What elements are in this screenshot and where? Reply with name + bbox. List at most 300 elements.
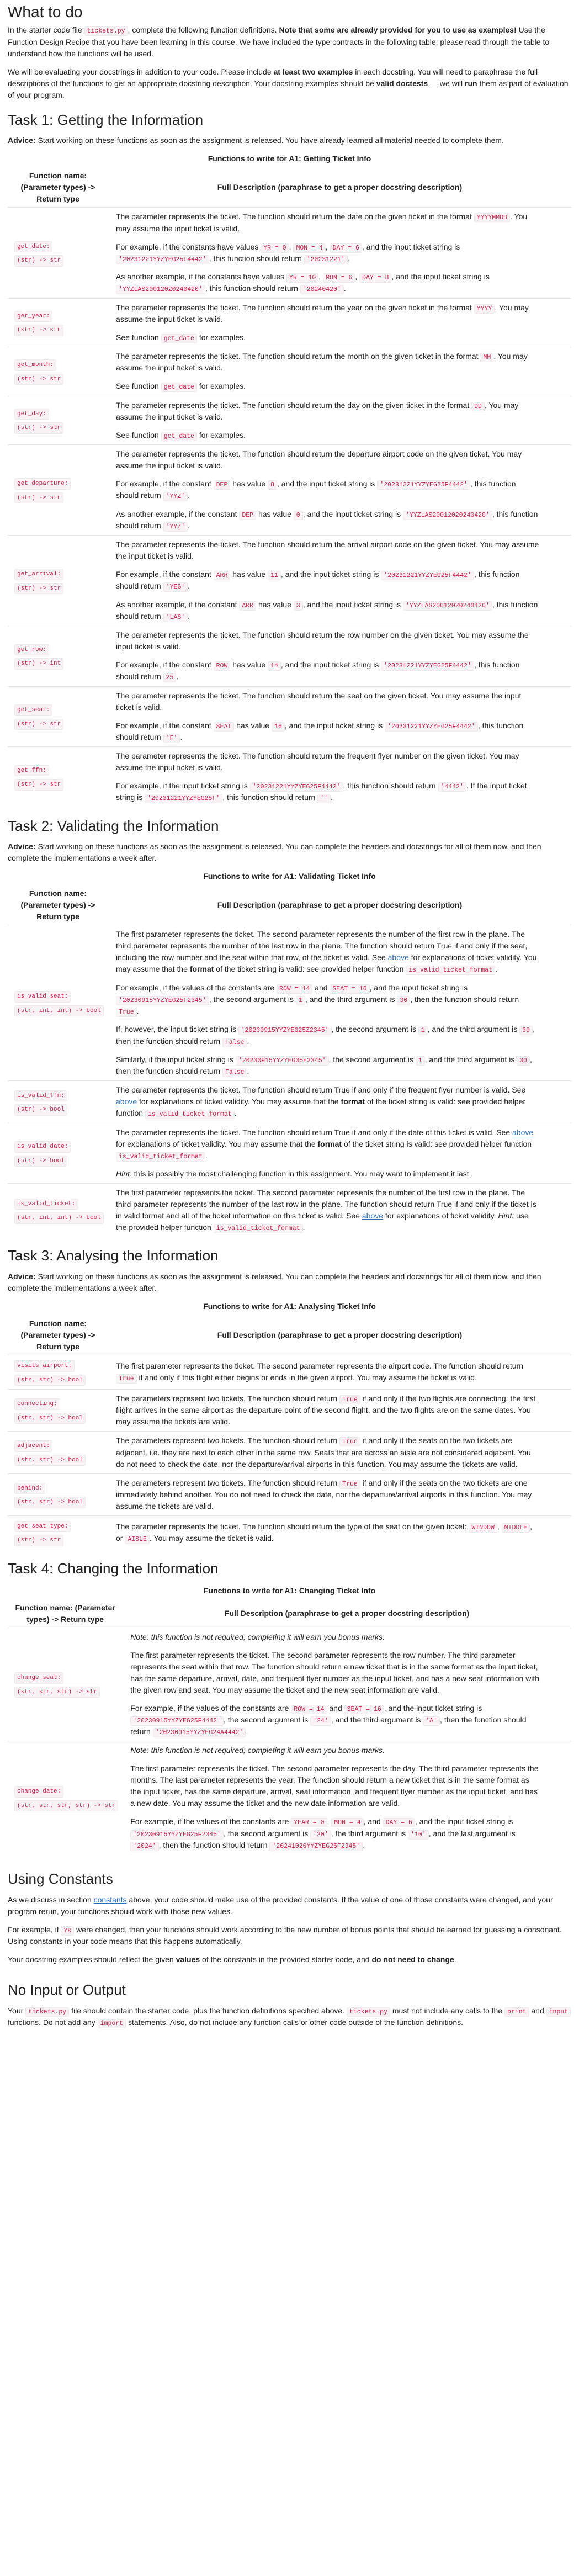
inline-code: 30 xyxy=(397,996,410,1005)
description-text: For example, if the values of the constants are xyxy=(130,1703,291,1713)
description-text: . xyxy=(331,793,333,802)
description-text: See function xyxy=(116,430,161,439)
italic-text: Hint: xyxy=(498,1211,514,1220)
intro-text: In the starter code file xyxy=(8,25,84,35)
function-cell xyxy=(8,747,108,807)
table-caption: Functions to write for A1: Changing Ticket Info xyxy=(203,1586,376,1595)
no-io-section xyxy=(8,1981,571,2028)
task2-table xyxy=(8,868,571,1237)
description-text: , the second argument is xyxy=(209,994,296,1004)
function-row xyxy=(8,1473,571,1515)
description-text: . You may assume the input ticket is valid. xyxy=(116,212,528,233)
no-io-text: and xyxy=(529,2006,546,2015)
function-name: get_departure: xyxy=(14,478,71,490)
description-text: if and only if this flight either begins or ends in the given airport. You may assume the ticket is valid. xyxy=(136,1373,477,1382)
inline-code: '20231221YYZYEG25F4442' xyxy=(116,255,209,264)
description-text: this is possibly the most challenging function in this assignment. You may want to implement it last. xyxy=(131,1169,471,1178)
function-description xyxy=(108,1355,571,1390)
inline-code: '20230915YYZYEG25F2345' xyxy=(130,1830,224,1840)
header-function-name: Function name: (Parameter types) -> Return type xyxy=(20,171,95,204)
inline-code: is_valid_ticket_format xyxy=(406,966,495,975)
description-paragraph xyxy=(116,629,540,653)
description-text: , and the third argument is xyxy=(427,1025,520,1034)
function-description xyxy=(123,1628,571,1741)
function-signature: (str) -> str xyxy=(14,1535,63,1546)
function-row xyxy=(8,1741,571,1854)
function-name: is_valid_seat: xyxy=(14,991,71,1003)
function-description xyxy=(108,1432,571,1473)
header-function-name: Function name: (Parameter types) -> Return type xyxy=(15,1603,115,1624)
function-description xyxy=(108,1390,571,1432)
function-cell xyxy=(8,347,108,396)
inline-code: is_valid_ticket_format xyxy=(116,1152,205,1162)
constants-text: were changed, then your functions should work according to the new number of bonus points that should be earned for guessing a consonant. Using constants in your code means that this happens automatically. xyxy=(8,1925,562,1946)
description-paragraph xyxy=(130,1650,540,1696)
function-row xyxy=(8,1081,571,1123)
function-row xyxy=(8,1183,571,1237)
description-paragraph xyxy=(130,1745,540,1756)
description-text: The first parameter represents the ticket. The second parameter represents the airport code. The function should return xyxy=(116,1361,523,1371)
inline-code: DEP xyxy=(239,511,256,520)
intro-text: , complete the following function definitions. xyxy=(128,25,279,35)
inline-code: 'YEG' xyxy=(163,582,188,592)
description-text: For example, if the constant xyxy=(116,660,214,670)
function-name: get_date: xyxy=(14,241,52,253)
description-text: for examples. xyxy=(196,430,246,439)
inline-code: '20231221YYZYEG25F' xyxy=(145,794,222,803)
function-description xyxy=(108,396,571,445)
description-text: , this function should return xyxy=(205,284,300,293)
intro xyxy=(8,24,571,100)
description-text: For example, if the constant xyxy=(116,479,214,489)
description-text: The parameter represents the ticket. The function should return the row number on the given ticket. You may assume the input ticket is valid. xyxy=(116,630,529,651)
description-text: See function xyxy=(116,332,161,342)
description-text: . xyxy=(347,253,350,263)
constants-paragraph-3 xyxy=(8,1954,571,1965)
function-signature: (str) -> str xyxy=(14,779,63,791)
function-cell xyxy=(8,208,108,298)
description-text: , and the input ticket string is xyxy=(277,479,378,489)
inline-code: DAY = 6 xyxy=(383,1818,415,1827)
description-text: . xyxy=(176,672,179,681)
function-description xyxy=(108,536,571,626)
inline-code: '20231221YYZYEG25F4442' xyxy=(385,722,478,732)
function-row xyxy=(8,396,571,445)
inline-code: True xyxy=(116,1008,137,1017)
description-paragraph xyxy=(116,1054,540,1078)
description-paragraph xyxy=(116,430,540,441)
description-text: , and the third argument is xyxy=(305,994,397,1004)
inline-code: YR = 0 xyxy=(261,243,289,253)
inline-code: MM xyxy=(480,353,493,362)
function-description xyxy=(108,1123,571,1183)
description-text: , and the input ticket string is xyxy=(280,660,381,670)
function-signature: (str, int, int) -> bool xyxy=(14,1212,104,1224)
intro-bold: at least two examples xyxy=(273,67,353,76)
inline-code: 1 xyxy=(296,996,305,1005)
description-text: . xyxy=(188,611,190,621)
description-paragraph xyxy=(130,1703,540,1738)
description-text: As another example, if the constant xyxy=(116,600,240,609)
description-text: , xyxy=(355,272,360,282)
function-cell xyxy=(8,1741,123,1854)
function-description xyxy=(108,445,571,536)
inline-code: ROW = 14 xyxy=(277,984,312,994)
function-signature: (str, str) -> bool xyxy=(14,1375,86,1386)
inline-code: True xyxy=(116,1374,137,1384)
description-text: , then the function should return xyxy=(116,1054,532,1076)
function-name: get_month: xyxy=(14,359,56,371)
inline-code: YEAR = 0 xyxy=(291,1818,327,1827)
description-text: The parameter represents the ticket. The function should return True if and only if the frequent flyer number is valid. See xyxy=(116,1085,526,1095)
description-text: The first parameter represents the ticket. The second parameter represents the number of the first row in the plane. The third parameter represents the number of the last row in the plane. The function should return True if and only if the seat, including the row number and the seat within that row, of the ticket is valid. See xyxy=(116,930,528,962)
inline-code: 'YYZLAS20012020240420' xyxy=(403,511,492,520)
inline-code: MON = 4 xyxy=(293,243,325,253)
inline-code: 'YYZLAS20012020240420' xyxy=(116,285,205,294)
inline-code: 30 xyxy=(519,1026,533,1035)
no-io-paragraph xyxy=(8,2005,571,2029)
description-text: . xyxy=(247,1036,249,1046)
inline-code: '2024' xyxy=(130,1842,158,1851)
constants-text: of the constants in the provided starter code, and xyxy=(200,1955,372,1964)
description-paragraph xyxy=(116,302,540,325)
function-signature: (str) -> str xyxy=(14,583,63,595)
description-text: The parameter represents the ticket. The function should return the frequent flyer number on the given ticket. You may assume the input ticket is valid. xyxy=(116,751,519,772)
intro-paragraph-2 xyxy=(8,66,571,101)
function-cell xyxy=(8,1390,108,1432)
function-signature: (str, str) -> bool xyxy=(14,1455,86,1466)
description-text: , xyxy=(289,242,294,251)
description-text: For example, if the values of the constants are xyxy=(130,1817,291,1826)
task1-heading: Task 1: Getting the Information xyxy=(8,111,204,128)
constants-text: For example, if xyxy=(8,1925,61,1934)
constants-text: . xyxy=(454,1955,456,1964)
function-name: get_year: xyxy=(14,311,52,322)
description-text: if and only if the seats on the two tickets are one immediately behind another. You do not need to check the date, nor the departure/arrival airports in this function. You may assume the tickets are valid. xyxy=(116,1478,532,1510)
description-text: . xyxy=(302,1222,305,1232)
description-text: has value xyxy=(230,660,268,670)
inline-code: '10' xyxy=(408,1830,429,1840)
description-text: , then the function should return xyxy=(116,1025,535,1046)
task2-heading: Task 2: Validating the Information xyxy=(8,817,219,834)
function-name: visits_airport: xyxy=(14,1360,75,1372)
description-text: The parameters represent two tickets. The function should return xyxy=(116,1436,340,1445)
description-paragraph xyxy=(116,539,540,562)
inline-code: 0 xyxy=(294,511,303,520)
description-text: . xyxy=(180,732,183,741)
description-paragraph xyxy=(116,690,540,713)
function-row xyxy=(8,1123,571,1183)
description-text: . xyxy=(188,521,190,530)
function-description xyxy=(108,208,571,298)
function-signature: (str) -> str xyxy=(14,492,63,504)
function-description xyxy=(108,686,571,747)
description-paragraph xyxy=(116,400,540,423)
description-text: The parameters represent two tickets. The function should return xyxy=(116,1394,340,1403)
description-text: . xyxy=(234,1109,237,1118)
function-signature: (str) -> str xyxy=(14,374,63,385)
description-paragraph xyxy=(116,271,540,295)
description-text: The parameters represent two tickets. The function should return xyxy=(116,1478,340,1487)
intro-text: them as part of evaluation of your program. xyxy=(8,78,569,99)
inline-code: '20231221YYZYEG25F4442' xyxy=(377,480,470,490)
function-signature: (str) -> str xyxy=(14,719,63,730)
description-text: The parameter represents the ticket. The function should return the year on the given ticket in the format xyxy=(116,303,474,312)
description-text: . xyxy=(188,491,190,500)
function-description xyxy=(108,1081,571,1123)
description-text: has value xyxy=(256,509,294,518)
description-text: , xyxy=(497,1522,502,1531)
function-row xyxy=(8,626,571,687)
function-signature: (str, str) -> bool xyxy=(14,1413,86,1424)
inline-code: get_date xyxy=(161,432,197,441)
function-description xyxy=(108,626,571,687)
function-row xyxy=(8,925,571,1081)
table-caption: Functions to write for A1: Validating Ticket Info xyxy=(203,872,376,881)
inline-code: '20231221YYZYEG25F4442' xyxy=(381,571,474,580)
task1-section xyxy=(8,111,571,807)
inline-code: DAY = 8 xyxy=(359,273,391,283)
function-row xyxy=(8,347,571,396)
inline-code: SEAT xyxy=(214,722,235,732)
advice-text: Start working on these functions as soon as the assignment is released. You have already learned all material needed to complete them. xyxy=(35,136,504,145)
inline-code: 'A' xyxy=(423,1716,440,1726)
function-row xyxy=(8,445,571,536)
inline-code: WINDOW xyxy=(469,1523,497,1533)
header-function-name: Function name: (Parameter types) -> Return type xyxy=(20,1319,95,1351)
inline-code: '20230915YYZYEG25Z2345' xyxy=(238,1026,332,1035)
description-text: . If the input ticket string is xyxy=(116,781,527,802)
description-text: Similarly, if the input ticket string is xyxy=(116,1054,236,1064)
italic-text: Hint: xyxy=(116,1169,132,1178)
function-description xyxy=(108,925,571,1081)
description-text: , this function should return xyxy=(209,253,304,263)
constants-link[interactable]: constants xyxy=(93,1895,127,1904)
description-text: The parameter represents the ticket. The function should return True if and only if the date of this ticket is valid. See xyxy=(116,1127,513,1137)
task4-table xyxy=(8,1583,571,1855)
function-name: change_date: xyxy=(14,1786,63,1798)
inline-code: 3 xyxy=(294,601,303,611)
function-signature: (str) -> str xyxy=(14,255,63,267)
description-text: , this function should return xyxy=(116,600,538,621)
inline-code: MIDDLE xyxy=(502,1523,530,1533)
function-name: get_seat_type: xyxy=(14,1521,71,1533)
constants-paragraph-2 xyxy=(8,1924,571,1947)
description-paragraph xyxy=(130,1631,540,1643)
description-text: for explanations of ticket validity. You may assume that the xyxy=(116,953,537,974)
description-text: . xyxy=(188,581,190,591)
description-text: if and only if the two flights are connecting: the first flight arrives in the same airport as the departure point of the second flight, and the two flights are on the same dates. You may assume the tickets are valid. xyxy=(116,1394,536,1427)
function-name: get_arrival: xyxy=(14,569,63,580)
inline-code: print xyxy=(504,2007,529,2017)
inline-code: YR xyxy=(61,1926,74,1936)
inline-code: True xyxy=(339,1437,360,1446)
no-io-text: statements. Also, do not include any function calls or other code outside of the function definitions. xyxy=(126,2018,464,2027)
function-cell xyxy=(8,626,108,687)
description-text: The first parameter represents the ticket. The second parameter represents the day. The third parameter represents the months. The last parameter represents the year. The function should return a new ticket that is in the same format as the input ticket, has the same departure, arrival, seat information, and frequent flyer number as the input ticket, and has a new date. You may assume the ticket and the new date information are valid. xyxy=(130,1764,539,1808)
description-text: , this function should return xyxy=(116,720,524,741)
description-text: The parameter represents the ticket. The function should return the date on the given ticket in the format xyxy=(116,212,474,221)
function-name: connecting: xyxy=(14,1398,60,1410)
function-cell xyxy=(8,1473,108,1515)
description-text: . xyxy=(363,1840,365,1849)
description-paragraph xyxy=(116,1084,540,1119)
description-text: The parameter represents the ticket. The function should return the departure airport code on the given ticket. You may assume the input ticket is valid. xyxy=(116,449,522,470)
description-paragraph xyxy=(116,1168,540,1180)
description-text: , or xyxy=(116,1522,532,1543)
inline-code: 14 xyxy=(268,661,281,671)
inline-code: '20241020YYZYEG25F2345' xyxy=(269,1842,363,1851)
no-io-text: functions. Do not add any xyxy=(8,2018,98,2027)
constants-section xyxy=(8,1870,571,1965)
description-text: has value xyxy=(256,600,294,609)
constants-text: Your docstring examples should reflect the given xyxy=(8,1955,176,1964)
inline-code: 'LAS' xyxy=(163,613,188,622)
description-text: , and the input ticket string is xyxy=(415,1817,513,1826)
inline-code: False xyxy=(222,1038,247,1047)
function-cell xyxy=(8,1355,108,1390)
inline-code: 11 xyxy=(268,571,281,580)
task4-heading: Task 4: Changing the Information xyxy=(8,1560,219,1577)
inline-code: import xyxy=(98,2019,126,2028)
no-io-text: file should contain the starter code, plus the function definitions specified above. xyxy=(69,2006,347,2015)
function-signature: (str) -> int xyxy=(14,658,63,670)
function-row xyxy=(8,1432,571,1473)
function-description xyxy=(108,347,571,396)
description-text: , and the last argument is xyxy=(428,1828,516,1838)
inline-code: 'YYZ' xyxy=(163,492,188,501)
description-text: , the third argument is xyxy=(331,1828,408,1838)
description-paragraph xyxy=(130,1763,540,1809)
description-text: , the second argument is xyxy=(223,1828,311,1838)
description-text: , and the input ticket string is xyxy=(302,600,403,609)
description-paragraph xyxy=(116,1521,540,1545)
function-row xyxy=(8,1355,571,1390)
inline-code: ROW xyxy=(214,661,231,671)
description-paragraph xyxy=(116,929,540,975)
inline-code: '20230915YYZYEG35E2345' xyxy=(236,1056,329,1066)
description-text: , xyxy=(318,272,323,282)
intro-paragraph-1 xyxy=(8,24,571,59)
description-text: of the ticket string is valid: see provided helper function xyxy=(116,1097,526,1118)
description-paragraph xyxy=(116,351,540,374)
above-link[interactable]: above xyxy=(387,953,409,962)
description-paragraph xyxy=(116,1360,540,1384)
function-signature: (str) -> str xyxy=(14,325,63,336)
inline-code: '' xyxy=(317,794,331,803)
function-row xyxy=(8,298,571,347)
function-signature: (str, int, int) -> bool xyxy=(14,1005,104,1017)
header-full-description: Full Description (paraphrase to get a proper docstring description) xyxy=(217,183,463,192)
inline-code: 'YYZLAS20012020240420' xyxy=(403,601,492,611)
description-text: The parameter represents the ticket. The function should return the month on the given ticket in the format xyxy=(116,352,481,361)
function-name: get_day: xyxy=(14,409,49,420)
inline-code: '20230915YYZYEG24A4442' xyxy=(153,1728,246,1737)
description-text: As another example, if the constants have values xyxy=(116,272,286,282)
function-cell xyxy=(8,686,108,747)
intro-bold: valid doctests xyxy=(376,78,428,88)
description-paragraph xyxy=(116,750,540,773)
description-paragraph xyxy=(116,569,540,592)
function-name: behind: xyxy=(14,1483,45,1494)
description-text: , and the input ticket string is xyxy=(384,1703,482,1713)
description-text: for examples. xyxy=(196,332,246,342)
description-text: , this function should return xyxy=(116,479,516,500)
function-name: change_seat: xyxy=(14,1672,63,1684)
constants-text: As we discuss in section xyxy=(8,1895,94,1904)
function-row xyxy=(8,1390,571,1432)
constants-bold: do not need to change xyxy=(371,1955,454,1964)
description-text: , and the third argument is xyxy=(331,1715,423,1724)
inline-code: get_date xyxy=(161,334,197,343)
inline-code: MON = 6 xyxy=(323,273,355,283)
description-text: , the second argument is xyxy=(331,1025,418,1034)
function-signature: (str) -> bool xyxy=(14,1104,67,1116)
inline-code: ARR xyxy=(214,571,231,580)
intro-bold: run xyxy=(465,78,477,88)
above-link[interactable]: above xyxy=(512,1127,534,1137)
function-signature: (str, str, str) -> str xyxy=(14,1687,100,1698)
description-paragraph xyxy=(116,1024,540,1047)
intro-text: — we will xyxy=(428,78,465,88)
description-text: , xyxy=(325,242,330,251)
inline-code: ROW = 14 xyxy=(291,1705,327,1714)
description-text: For example, if the values of the constants are xyxy=(116,983,277,992)
task3-advice xyxy=(8,1271,571,1294)
inline-code: 25 xyxy=(163,673,177,682)
description-paragraph xyxy=(116,380,540,392)
function-cell xyxy=(8,445,108,536)
description-text: For example, if the constant xyxy=(116,720,214,730)
bold-text: format xyxy=(317,1139,342,1148)
inline-code: True xyxy=(339,1480,360,1489)
description-text: , then the function should return xyxy=(158,1840,270,1849)
function-cell xyxy=(8,1628,123,1741)
task4-section xyxy=(8,1560,571,1854)
above-link[interactable]: above xyxy=(362,1211,384,1220)
description-text: , then the function should return xyxy=(130,1715,527,1736)
inline-code: YYYYMMDD xyxy=(474,213,510,222)
task3-table xyxy=(8,1298,571,1550)
description-text: has value xyxy=(234,720,272,730)
function-row xyxy=(8,747,571,807)
description-text: , this function should return xyxy=(116,570,520,591)
function-cell xyxy=(8,925,108,1081)
description-paragraph xyxy=(116,332,540,343)
function-cell xyxy=(8,1081,108,1123)
description-text: The parameter represents the ticket. The function should return the seat on the given ticket. You may assume the input ticket is valid. xyxy=(116,691,522,712)
description-text: has value xyxy=(230,570,268,579)
function-description xyxy=(108,747,571,807)
function-signature: (str, str, str, str) -> str xyxy=(14,1800,118,1812)
description-text: . You may assume the input ticket is valid. xyxy=(116,400,519,421)
function-cell xyxy=(8,1123,108,1183)
inline-code: tickets.py xyxy=(347,2007,390,2017)
function-signature: (str) -> bool xyxy=(14,1156,67,1167)
function-description xyxy=(108,1473,571,1515)
constants-heading: Using Constants xyxy=(8,1870,113,1888)
description-paragraph xyxy=(116,211,540,234)
function-row xyxy=(8,536,571,626)
function-name: is_valid_ticket: xyxy=(14,1199,78,1210)
italic-text: Note: this function is not required; completing it will earn you bonus marks. xyxy=(130,1746,385,1755)
description-paragraph xyxy=(116,1187,540,1233)
advice-label: Advice: xyxy=(8,136,36,145)
description-text: The parameter represents the ticket. The function should return the day on the given ticket in the format xyxy=(116,400,472,410)
description-text: , the second argument is xyxy=(223,1715,311,1724)
above-link[interactable]: above xyxy=(116,1097,137,1106)
function-name: adjacent: xyxy=(14,1440,52,1452)
